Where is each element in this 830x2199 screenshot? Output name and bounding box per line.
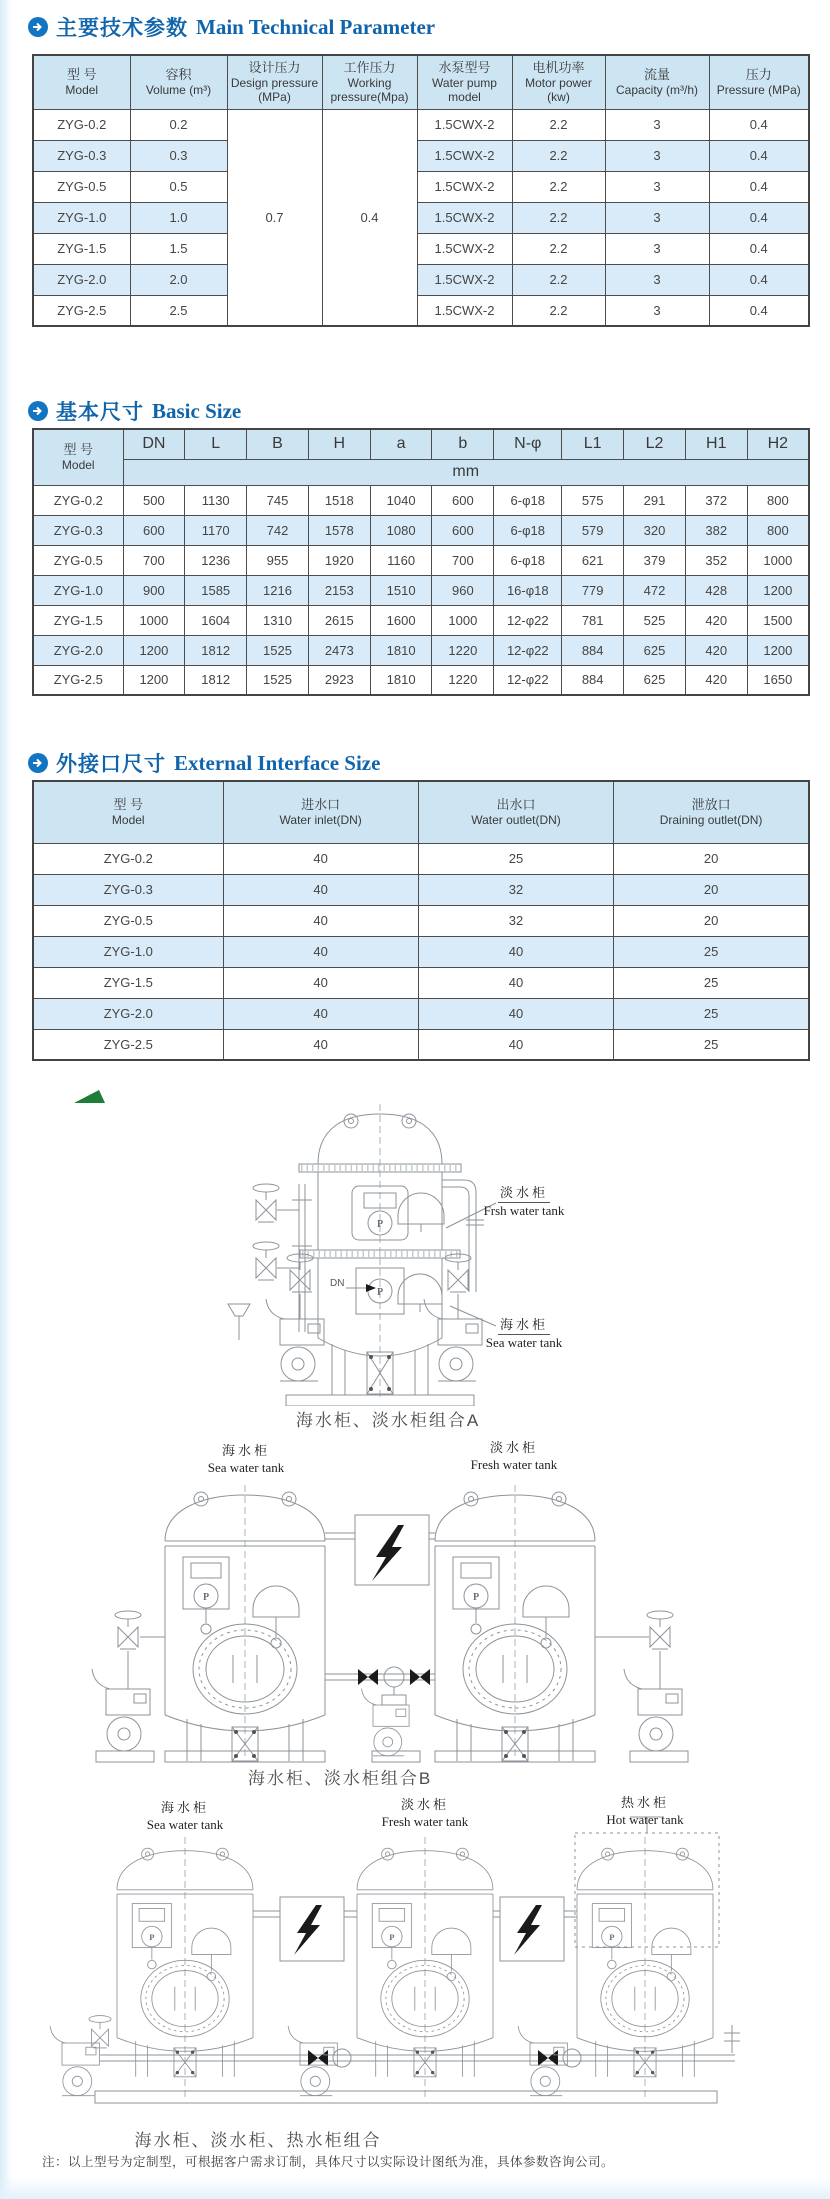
- table-cell: 25: [614, 1029, 809, 1060]
- header-row: [33, 429, 809, 459]
- table-cell: 1650: [747, 665, 809, 695]
- table-cell: 800: [747, 515, 809, 545]
- diagram-c: [0, 1793, 830, 2123]
- table-cell: 1000: [747, 545, 809, 575]
- table-cell: 1518: [308, 485, 370, 515]
- gauge-letter: P: [376, 1287, 384, 1298]
- external-table-body: [33, 843, 809, 1060]
- table-cell: 1.5CWX-2: [417, 233, 512, 264]
- table-cell: 6-φ18: [494, 515, 562, 545]
- table-cell: 1810: [370, 665, 432, 695]
- table-cell: 2473: [308, 635, 370, 665]
- table-cell: 621: [562, 545, 624, 575]
- table-cell: 40: [223, 998, 418, 1029]
- tank-assembly-a-drawing: [0, 1100, 830, 1406]
- table-cell: ZYG-2.0: [33, 635, 123, 665]
- table-row: [33, 140, 809, 171]
- label-sea-water-tank: 海水柜 Sea water tank: [146, 1800, 224, 1833]
- table-cell: 1040: [370, 485, 432, 515]
- table-cell: 575: [562, 485, 624, 515]
- table-cell: 1.5CWX-2: [417, 202, 512, 233]
- main-parameter-table: [32, 54, 810, 327]
- table-cell: 3: [605, 140, 709, 171]
- label-fresh-water-tank: 淡水柜 Fresh water tank: [470, 1440, 558, 1473]
- table-cell: 20: [614, 874, 809, 905]
- table-cell: 500: [123, 485, 185, 515]
- column-header: 型 号 Model: [33, 429, 123, 485]
- table-cell: 960: [432, 575, 494, 605]
- table-row: [33, 605, 809, 635]
- column-header: 型 号 Model: [33, 781, 223, 843]
- table-cell: ZYG-0.2: [33, 485, 123, 515]
- unit-header: mm: [123, 459, 809, 485]
- table-cell: 40: [223, 1029, 418, 1060]
- table-cell: ZYG-1.5: [33, 967, 223, 998]
- table-cell: ZYG-1.5: [33, 605, 123, 635]
- table-cell: ZYG-2.5: [33, 665, 123, 695]
- table-cell: 420: [685, 605, 747, 635]
- table-cell: 1200: [747, 635, 809, 665]
- table-cell: 779: [562, 575, 624, 605]
- table-cell: 40: [223, 967, 418, 998]
- section-title-basic: [28, 396, 241, 426]
- section-title-zh: 外接口尺寸: [56, 753, 166, 776]
- table-row: [33, 843, 809, 874]
- table-cell: ZYG-0.3: [33, 515, 123, 545]
- table-row: [33, 998, 809, 1029]
- table-cell: 20: [614, 905, 809, 936]
- table-cell: 2.2: [512, 233, 605, 264]
- section-title-en: External Interface Size: [174, 750, 381, 775]
- column-header: N-φ: [494, 429, 562, 459]
- table-cell: 1500: [747, 605, 809, 635]
- section-title-en: Main Technical Parameter: [196, 14, 436, 39]
- table-row: [33, 575, 809, 605]
- table-cell: 1810: [370, 635, 432, 665]
- header-row: [33, 459, 809, 485]
- column-header: 电机功率 Motor power (kw): [512, 55, 605, 109]
- dn-label: DN: [330, 1278, 345, 1289]
- table-cell: 0.7: [227, 109, 322, 326]
- table-row: [33, 109, 809, 140]
- table-row: [33, 1029, 809, 1060]
- table-cell: 2.5: [130, 295, 227, 326]
- table-cell: 1000: [432, 605, 494, 635]
- column-header: 出水口 Water outlet(DN): [418, 781, 613, 843]
- table-cell: 320: [624, 515, 686, 545]
- table-cell: 1604: [185, 605, 247, 635]
- column-header: 进水口 Water inlet(DN): [223, 781, 418, 843]
- table-cell: 0.4: [709, 233, 809, 264]
- table-cell: 40: [418, 998, 613, 1029]
- table-cell: 625: [624, 665, 686, 695]
- table-cell: 12-φ22: [494, 605, 562, 635]
- table-row: [33, 171, 809, 202]
- table-cell: 700: [123, 545, 185, 575]
- main-table-body: [33, 109, 809, 326]
- table-cell: 1510: [370, 575, 432, 605]
- table-cell: 3: [605, 264, 709, 295]
- table-cell: 2.0: [130, 264, 227, 295]
- table-cell: 955: [247, 545, 309, 575]
- table-cell: 1.5CWX-2: [417, 140, 512, 171]
- table-row: [33, 515, 809, 545]
- table-row: [33, 665, 809, 695]
- table-cell: 2.2: [512, 171, 605, 202]
- column-header: H: [308, 429, 370, 459]
- table-cell: 2.2: [512, 202, 605, 233]
- table-cell: 625: [624, 635, 686, 665]
- table-cell: 32: [418, 905, 613, 936]
- table-cell: 1310: [247, 605, 309, 635]
- external-interface-table: [32, 780, 810, 1061]
- table-cell: 40: [223, 843, 418, 874]
- section-title-zh: 主要技术参数: [56, 17, 188, 40]
- label-fresh-water-tank: 淡水柜 Frsh water tank: [483, 1185, 565, 1218]
- table-cell: 1585: [185, 575, 247, 605]
- table-cell: 6-φ18: [494, 485, 562, 515]
- section-arrow-icon: [28, 17, 48, 37]
- table-row: [33, 295, 809, 326]
- diagram-b: [0, 1437, 830, 1765]
- table-row: [33, 874, 809, 905]
- table-cell: 372: [685, 485, 747, 515]
- table-cell: 352: [685, 545, 747, 575]
- table-cell: 40: [223, 874, 418, 905]
- table-cell: ZYG-0.2: [33, 843, 223, 874]
- header-row: [33, 781, 809, 843]
- table-cell: 16-φ18: [494, 575, 562, 605]
- section-arrow-icon: [28, 401, 48, 421]
- column-header: H1: [685, 429, 747, 459]
- table-row: [33, 635, 809, 665]
- table-cell: 700: [432, 545, 494, 575]
- table-cell: ZYG-2.5: [33, 295, 130, 326]
- label-fresh-water-tank: 淡水柜 Fresh water tank: [381, 1797, 469, 1830]
- table-row: [33, 905, 809, 936]
- table-cell: 1130: [185, 485, 247, 515]
- table-cell: 1578: [308, 515, 370, 545]
- table-cell: 1525: [247, 635, 309, 665]
- column-header: 压力 Pressure (MPa): [709, 55, 809, 109]
- table-cell: 1920: [308, 545, 370, 575]
- table-cell: 3: [605, 171, 709, 202]
- header-row: [33, 55, 809, 109]
- table-row: [33, 545, 809, 575]
- table-cell: 781: [562, 605, 624, 635]
- table-cell: 40: [418, 967, 613, 998]
- basic-size-table: [32, 428, 810, 696]
- table-cell: 40: [418, 1029, 613, 1060]
- table-cell: 600: [432, 485, 494, 515]
- table-cell: 1.5CWX-2: [417, 109, 512, 140]
- diagram-a: [0, 1100, 830, 1406]
- table-cell: 40: [418, 936, 613, 967]
- table-cell: 420: [685, 635, 747, 665]
- table-cell: 0.4: [709, 140, 809, 171]
- table-cell: 1216: [247, 575, 309, 605]
- table-cell: 742: [247, 515, 309, 545]
- table-cell: 1812: [185, 635, 247, 665]
- section-title-main: [28, 12, 435, 42]
- diagram-c-caption: 海水柜、淡水柜、热水柜组合: [134, 2131, 382, 2150]
- column-header: H2: [747, 429, 809, 459]
- table-cell: 900: [123, 575, 185, 605]
- table-cell: 0.4: [709, 109, 809, 140]
- table-cell: 1.5CWX-2: [417, 295, 512, 326]
- label-sea-water-tank: 海水柜 Sea water tank: [485, 1317, 563, 1350]
- table-cell: 1.0: [130, 202, 227, 233]
- table-cell: 3: [605, 109, 709, 140]
- table-cell: 0.5: [130, 171, 227, 202]
- table-cell: 1600: [370, 605, 432, 635]
- footnote: 注：以上型号为定制型，可根据客户需求订制，具体尺寸以实际设计图纸为准，具体参数咨询公司。: [42, 2155, 615, 2169]
- table-cell: ZYG-1.0: [33, 575, 123, 605]
- section-title-zh: 基本尺寸: [56, 401, 144, 424]
- table-cell: 472: [624, 575, 686, 605]
- table-cell: 40: [223, 936, 418, 967]
- table-cell: 25: [614, 967, 809, 998]
- table-row: [33, 485, 809, 515]
- gauge-letter: P: [376, 1219, 384, 1230]
- table-row: [33, 264, 809, 295]
- table-cell: ZYG-0.3: [33, 874, 223, 905]
- table-cell: 1200: [123, 635, 185, 665]
- label-sea-water-tank: 海水柜 Sea water tank: [207, 1443, 285, 1476]
- basic-table-body: [33, 485, 809, 695]
- table-cell: 0.2: [130, 109, 227, 140]
- table-cell: 382: [685, 515, 747, 545]
- table-cell: 3: [605, 295, 709, 326]
- column-header: 型 号 Model: [33, 55, 130, 109]
- table-cell: 525: [624, 605, 686, 635]
- table-cell: 0.4: [322, 109, 417, 326]
- diagram-b-caption: 海水柜、淡水柜组合B: [247, 1769, 433, 1788]
- table-cell: 2615: [308, 605, 370, 635]
- table-row: [33, 233, 809, 264]
- table-cell: 1080: [370, 515, 432, 545]
- table-cell: 12-φ22: [494, 665, 562, 695]
- section-arrow-icon: [28, 753, 48, 773]
- table-cell: 2.2: [512, 109, 605, 140]
- table-cell: 1812: [185, 665, 247, 695]
- table-cell: 2153: [308, 575, 370, 605]
- column-header: L: [185, 429, 247, 459]
- table-cell: 20: [614, 843, 809, 874]
- table-cell: 6-φ18: [494, 545, 562, 575]
- table-cell: 2.2: [512, 264, 605, 295]
- column-header: 设计压力 Design pressure (MPa): [227, 55, 322, 109]
- table-cell: 0.3: [130, 140, 227, 171]
- table-cell: 32: [418, 874, 613, 905]
- table-cell: 1220: [432, 665, 494, 695]
- column-header: 流量 Capacity (m³/h): [605, 55, 709, 109]
- table-cell: 291: [624, 485, 686, 515]
- table-cell: 600: [432, 515, 494, 545]
- tank-assembly-c-drawing: [0, 1793, 830, 2123]
- table-cell: ZYG-0.5: [33, 171, 130, 202]
- table-cell: 2.2: [512, 140, 605, 171]
- table-cell: ZYG-1.0: [33, 202, 130, 233]
- column-header: 容积 Volume (m³): [130, 55, 227, 109]
- column-header: L1: [562, 429, 624, 459]
- table-cell: 1.5CWX-2: [417, 264, 512, 295]
- table-cell: 1000: [123, 605, 185, 635]
- table-cell: 884: [562, 635, 624, 665]
- table-cell: ZYG-2.5: [33, 1029, 223, 1060]
- table-cell: ZYG-0.3: [33, 140, 130, 171]
- table-cell: 2923: [308, 665, 370, 695]
- table-cell: 0.4: [709, 295, 809, 326]
- table-cell: 1525: [247, 665, 309, 695]
- table-cell: 3: [605, 202, 709, 233]
- table-cell: 420: [685, 665, 747, 695]
- column-header: B: [247, 429, 309, 459]
- section-title-external: [28, 748, 380, 778]
- table-cell: ZYG-2.0: [33, 998, 223, 1029]
- table-cell: 1170: [185, 515, 247, 545]
- table-cell: 1200: [123, 665, 185, 695]
- column-header: 泄放口 Draining outlet(DN): [614, 781, 809, 843]
- table-cell: ZYG-2.0: [33, 264, 130, 295]
- table-cell: 2.2: [512, 295, 605, 326]
- column-header: a: [370, 429, 432, 459]
- table-cell: ZYG-0.2: [33, 109, 130, 140]
- table-cell: 1236: [185, 545, 247, 575]
- column-header: 水泵型号 Water pump model: [417, 55, 512, 109]
- table-cell: 379: [624, 545, 686, 575]
- table-cell: 1220: [432, 635, 494, 665]
- label-hot-water-tank: 热水柜 Hot water tank: [606, 1795, 684, 1828]
- table-cell: 0.4: [709, 264, 809, 295]
- tank-assembly-b-drawing: [0, 1437, 830, 1765]
- table-cell: 1.5: [130, 233, 227, 264]
- table-cell: ZYG-0.5: [33, 545, 123, 575]
- table-row: [33, 936, 809, 967]
- table-cell: 884: [562, 665, 624, 695]
- table-cell: 1.5CWX-2: [417, 171, 512, 202]
- column-header: 工作压力 Working pressure(Mpa): [322, 55, 417, 109]
- table-cell: ZYG-1.5: [33, 233, 130, 264]
- table-cell: 579: [562, 515, 624, 545]
- table-cell: 40: [223, 905, 418, 936]
- table-cell: 0.4: [709, 171, 809, 202]
- table-cell: 25: [614, 936, 809, 967]
- table-cell: 600: [123, 515, 185, 545]
- table-row: [33, 967, 809, 998]
- section-title-en: Basic Size: [152, 398, 242, 423]
- table-cell: 25: [418, 843, 613, 874]
- table-cell: 25: [614, 998, 809, 1029]
- column-header: L2: [624, 429, 686, 459]
- table-cell: ZYG-1.0: [33, 936, 223, 967]
- table-cell: 12-φ22: [494, 635, 562, 665]
- table-cell: 745: [247, 485, 309, 515]
- diagram-a-caption: 海水柜、淡水柜组合A: [295, 1411, 481, 1430]
- column-header: b: [432, 429, 494, 459]
- table-cell: 0.4: [709, 202, 809, 233]
- table-cell: 3: [605, 233, 709, 264]
- table-cell: 800: [747, 485, 809, 515]
- table-cell: ZYG-0.5: [33, 905, 223, 936]
- table-cell: 1160: [370, 545, 432, 575]
- table-cell: 1200: [747, 575, 809, 605]
- table-cell: 428: [685, 575, 747, 605]
- table-row: [33, 202, 809, 233]
- column-header: DN: [123, 429, 185, 459]
